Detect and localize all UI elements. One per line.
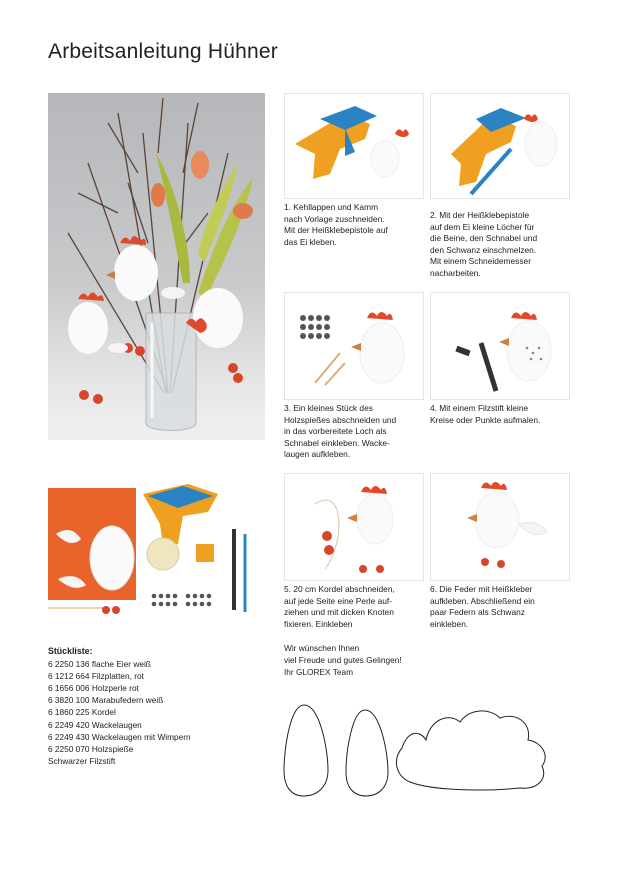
step-4-caption: 4. Mit einem Filzstift kleine Kreise oder Punkte aufmalen. — [430, 403, 541, 425]
parts-item: 6 3820 100 Marabufedern weiß — [48, 695, 164, 706]
parts-item: 6 1860 225 Kordel — [48, 707, 116, 718]
parts-list — [48, 645, 191, 767]
closing-line: viel Freude und gutes Gelingen! — [284, 655, 402, 665]
step-2-photo — [430, 93, 570, 199]
closing-message — [284, 642, 402, 678]
parts-item: 6 2250 136 flache Eier weiß — [48, 659, 151, 670]
step-6-photo — [430, 473, 570, 581]
egg-template-large — [346, 710, 388, 796]
step-5-caption: 5. 20 cm Kordel abschneiden, auf jede Seite eine Perle auf- ziehen und mit dicken Knoten fixieren. Einkleben — [284, 584, 395, 629]
materials-photo — [48, 484, 265, 620]
egg-template-small — [284, 705, 328, 796]
parts-item: 6 2249 420 Wackelaugen — [48, 719, 142, 730]
parts-item: 6 2249 430 Wackelaugen mit Wimpern — [48, 731, 191, 742]
step-5-photo — [284, 473, 424, 581]
step-3-caption: 3. Ein kleines Stück des Holzspießes abschneiden und in das vorbereitete Loch als Schnabel einkleben. Wacke- laugen aufkleben. — [284, 403, 397, 459]
cutout-templates — [280, 700, 570, 800]
feather-template — [396, 711, 545, 790]
parts-item: 6 1656 006 Holzperle rot — [48, 683, 139, 694]
step-2-caption: 2. Mit der Heißklebepistole auf dem Ei kleine Löcher für die Beine, den Schnabel und den Schwanz einschmelzen. Mit einem Schneidemesser nacharbeiten. — [430, 210, 538, 278]
closing-line: Ihr GLOREX Team — [284, 667, 354, 677]
step-4-photo — [430, 292, 570, 400]
hero-photo — [48, 93, 265, 440]
step-1-photo — [284, 93, 424, 199]
parts-item: Schwarzer Filzstift — [48, 755, 116, 766]
parts-item: 6 1212 664 Filzplatten, rot — [48, 671, 144, 682]
page-title: Arbeitsanleitung Hühner — [48, 40, 278, 63]
parts-list-heading: Stückliste: — [48, 646, 93, 656]
step-6-caption: 6. Die Feder mit Heißkleber aufkleben. Abschließend ein paar Federn als Schwanz einkleben. — [430, 584, 535, 629]
parts-item: 6 2250 070 Holzspieße — [48, 743, 134, 754]
closing-line: Wir wünschen Ihnen — [284, 643, 360, 653]
step-3-photo — [284, 292, 424, 400]
step-1-caption: 1. Kehllappen und Kamm nach Vorlage zuschneiden. Mit der Heißklebepistole auf das Ei kleben. — [284, 202, 388, 247]
